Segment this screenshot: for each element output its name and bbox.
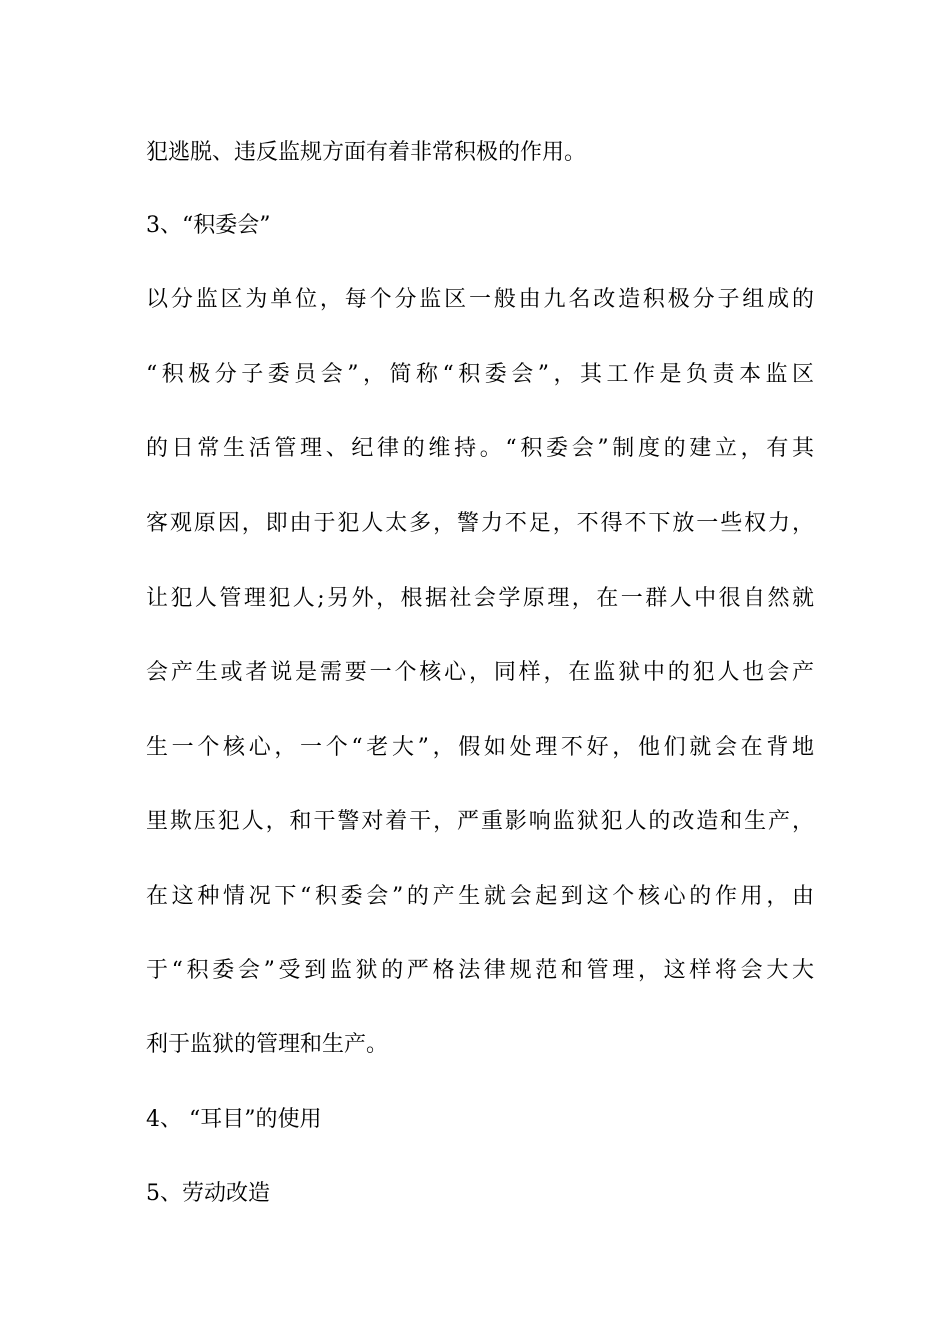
paragraph-line: 会产生或者说是需要一个核心，同样，在监狱中的犯人也会产 [146, 660, 814, 685]
paragraph-line: 利于监狱的管理和生产。 [146, 1032, 389, 1057]
paragraph-line: 犯逃脱、违反监规方面有着非常积极的作用。 [146, 140, 587, 165]
paragraph-line: 让犯人管理犯人;另外，根据社会学原理，在一群人中很自然就 [146, 586, 814, 611]
paragraph-line: 客观原因，即由于犯人太多，警力不足，不得不下放一些权力， [146, 511, 814, 536]
paragraph-line: 以分监区为单位，每个分监区一般由九名改造积极分子组成的 [146, 287, 814, 312]
section-heading: 4、 “耳目”的使用 [146, 1107, 322, 1132]
paragraph-line: 生一个核心，一个“老大”，假如处理不好，他们就会在背地 [146, 735, 814, 760]
paragraph-line: “积极分子委员会”，简称“积委会”，其工作是负责本监区 [146, 362, 814, 387]
paragraph-line: 在这种情况下“积委会”的产生就会起到这个核心的作用，由 [146, 884, 814, 909]
paragraph-line: 于“积委会”受到监狱的严格法律规范和管理，这样将会大大 [146, 958, 814, 983]
paragraph-line: 里欺压犯人，和干警对着干，严重影响监狱犯人的改造和生产， [146, 809, 814, 834]
paragraph-line: 的日常生活管理、纪律的维持。“积委会”制度的建立，有其 [146, 436, 814, 461]
section-heading: 5、劳动改造 [146, 1181, 270, 1206]
section-heading: 3、“积委会” [146, 213, 271, 238]
